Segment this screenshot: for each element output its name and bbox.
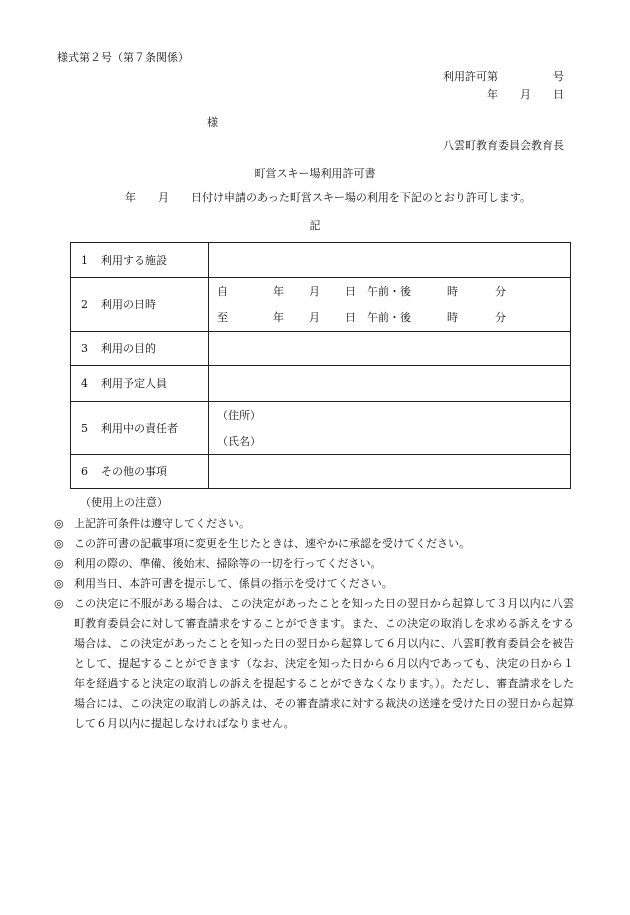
row-number: 6 [81, 465, 88, 478]
permit-table [70, 242, 571, 489]
list-item [54, 594, 574, 734]
bullet-mark: ◎ [54, 537, 64, 550]
row-label-purpose [71, 332, 209, 366]
row-label-other [71, 455, 209, 489]
row-label-text: 利用予定人員 [101, 377, 167, 390]
hour-label: 時 [447, 311, 458, 324]
row-label-datetime [71, 278, 209, 332]
hour-label: 時 [447, 285, 458, 298]
row-number: 2 [81, 298, 88, 311]
ampm-label: 午前・後 [367, 311, 411, 324]
note-text: この決定に不服がある場合は、この決定があったことを知った日の翌日から起算して３月以内に八雲町教育委員会に対して審査請求をすることができます。また、この決定の取消しを求める訴えをする場合は、この決定があったことを知った日の翌日から起算して６月以内に、八雲町教育委員会を被告として、提起することができます（なお、決定を知った日から６月以内であっても、決定の日から１年を経過すると決定の取消しの訴えを提起することができなくなります。）。ただし、審査請求をした場合には、この決定の取消しの訴えは、その審査請求に対する裁決の送達を受けた日の翌日から起算して６月以内に提起しなければなりません。 [74, 597, 574, 730]
issue-date: 年 月 日 [487, 88, 564, 101]
row-label-text: 利用の日時 [101, 298, 156, 311]
year-label: 年 [273, 285, 284, 298]
table-row [71, 332, 571, 366]
table-row [71, 455, 571, 489]
notes-title: （使用上の注意） [80, 496, 168, 509]
issuer: 八雲町教育委員会教育長 [443, 139, 564, 152]
bullet-mark: ◎ [54, 577, 64, 590]
month-label: 月 [309, 285, 320, 298]
table-row [71, 243, 571, 278]
list-item [54, 514, 574, 534]
row-label-text: その他の事項 [101, 465, 167, 478]
minute-label: 分 [495, 285, 506, 298]
to-prefix: 至 [217, 311, 228, 324]
day-label: 日 [345, 285, 356, 298]
row-label-text: 利用中の責任者 [101, 421, 178, 435]
month-label: 月 [309, 311, 320, 324]
addressee: 様 [207, 116, 218, 129]
attendance-field[interactable] [209, 366, 571, 402]
row-number: 4 [81, 377, 88, 390]
year-label: 年 [273, 311, 284, 324]
facility-field[interactable] [209, 243, 571, 278]
row-label-responsible [71, 402, 209, 455]
datetime-from-line [209, 279, 570, 305]
list-item [54, 534, 574, 554]
responsible-address: （住所） [217, 408, 261, 422]
notes-list [54, 514, 574, 734]
row-label-text: 利用の目的 [101, 342, 156, 355]
document-title: 町営スキー場利用許可書 [254, 167, 376, 180]
table-row [71, 366, 571, 402]
row-label-attendance [71, 366, 209, 402]
note-text: 利用の際の、準備、後始末、掃除等の一切を行ってください。 [74, 557, 382, 570]
responsible-field[interactable] [209, 402, 571, 455]
row-label-facility [71, 243, 209, 278]
day-label: 日 [345, 311, 356, 324]
row-number: 3 [81, 342, 88, 355]
datetime-to-line [209, 305, 570, 331]
intro-text: 年 月 日付け申請のあった町営スキー場の利用を下記のとおり許可します。 [125, 191, 532, 204]
row-label-text: 利用する施設 [101, 253, 167, 267]
responsible-name: （氏名） [217, 434, 261, 448]
table-row [71, 402, 571, 455]
list-item [54, 554, 574, 574]
table-row [71, 278, 571, 332]
row-number: 1 [81, 253, 88, 267]
row-number: 5 [81, 421, 88, 435]
ki-marker: 記 [309, 219, 321, 232]
datetime-field[interactable] [209, 278, 571, 332]
permit-number: 利用許可第 号 [443, 70, 564, 83]
purpose-field[interactable] [209, 332, 571, 366]
note-text: 利用当日、本許可書を提示して、係員の指示を受けてください。 [74, 577, 393, 590]
bullet-mark: ◎ [54, 597, 64, 610]
minute-label: 分 [495, 311, 506, 324]
list-item [54, 574, 574, 594]
ampm-label: 午前・後 [367, 285, 411, 298]
from-prefix: 自 [217, 285, 228, 298]
bullet-mark: ◎ [54, 517, 64, 530]
form-number: 様式第２号（第７条関係） [57, 51, 189, 64]
bullet-mark: ◎ [54, 557, 64, 570]
note-text: 上記許可条件は遵守してください。 [74, 517, 250, 530]
other-field[interactable] [209, 455, 571, 489]
note-text: この許可書の記載事項に変更を生じたときは、速やかに承認を受けてください。 [74, 537, 470, 550]
